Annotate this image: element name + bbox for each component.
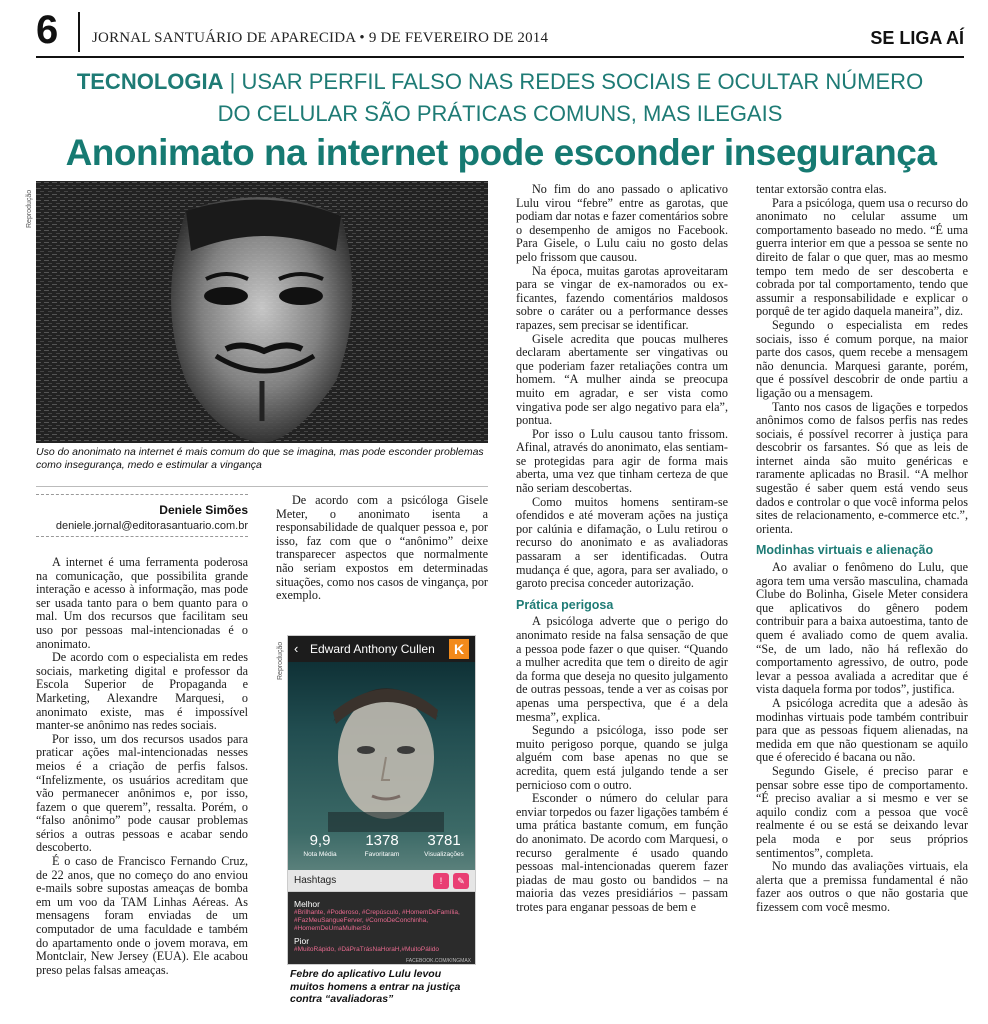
paragraph: Segundo a psicóloga, isso pode ser muito perigoso porque, quando se julga alguém com base apenas no que se acredita, quem está julgando tende a ser pernicioso com o outro. [516,723,728,792]
worst-tags: #MuitoRápido, #DáPraTrásNaHoraH,#MuitoPálido [294,946,439,953]
subhead-pratica-perigosa: Prática perigosa [516,597,614,612]
app-stats [288,832,475,870]
column-4 [756,183,968,914]
best-tags: #Brilhante, #Poderoso, #Crepúsculo, #HomemDeFamília, #FazMeuSangueFerver, #CornoDeConchinha, #HomemDeUmaMulherSó [294,909,460,932]
author-box [36,494,248,532]
app-footer: FACEBOOK.COM/KINGMAX [405,958,471,964]
paragraph: Gisele acredita que poucas mulheres declaram abertamente ser vingativas ou que poderiam fazer retaliações contra um homem. “A mulher ainda se preocupa muito em agradar, e ser vista como vingativa pode ser algo negativo para ela”, pontua. [516,331,728,428]
main-photo-credit: Reprodução [26,189,33,228]
kicker [36,66,964,130]
paragraph: Segundo Gisele, é preciso parar e pensar sobre esse tipo de comportamento. “É preciso avaliar a si mesmo e ver se aquilo condiz com a pessoa que você realmente é ou se está se deixando levar pela moda e por seus próprios sentimentos”, completa. [756,763,968,860]
paragraph: De acordo com a psicóloga Gisele Meter, o anonimato isenta a responsabilidade de qualquer pessoa e, por isso, faz com que o “anônimo” deixe transparecer aspectos que normalmente não seriam expostos em determinadas situações, como nos casos de vingança, por exemplo. [276,493,488,603]
mask-illustration [36,181,488,443]
app-caption: Febre do aplicativo Lulu levou muitos homens a entrar na justiça contra “avaliadoras” [290,968,461,1005]
main-photo-mask [36,181,488,443]
author-email: deniele.jornal@editorasantuario.com.br [55,520,248,532]
profile-photo [288,662,475,832]
headline: Anonimato na internet pode esconder insegurança [65,132,937,173]
paragraph: Para a psicóloga, quem usa o recurso do anonimato no celular assume um comportamento baseado no medo. “É uma guerra interior em que a pessoa se sente no direito de falar o que quer, mas ao mesmo tempo tem medo de ser descoberta e cobrada por tal comportamento, tendo que assumir a responsabilidade e explicar o porquê de ter agido daquela maneira”, diz. [756,195,968,319]
paragraph: A psicóloga acredita que a adesão às modinhas virtuais pode também contribuir para que as pessoas fiquem alienadas, na medida em que não questionam se aquilo que é oferecido é bacana ou não. [756,695,968,765]
paragraph: A internet é uma ferramenta poderosa na comunicação, que possibilita grande interação e acesso à informação, mas pode ser usada tanto para o bem quanto para o mal. Um dos recursos que facilitam seu uso por pessoas mal-intencionadas é o anonimato. [36,555,248,651]
paragraph: Ao avaliar o fenômeno do Lulu, que agora tem uma versão masculina, chamada Clube do Bolinha, Gisele Meter considera que aplicativos do gênero podem contribuir para a baixa autoestima, tanto de quem é avaliado como de quem avalia. “Se, de um lado, não há reflexão do comportamento agressivo, de outro, pode levar a pessoa avaliada a acreditar que é vista daquela forma por todos”, justifica. [756,560,968,697]
stat-favorited: 1378 Favoritaram [364,832,400,858]
best-label: Melhor [294,899,320,909]
hashtags-header [288,870,475,892]
kicker-text-2: DO CELULAR SÃO PRÁTICAS COMUNS, MAS ILEGAIS [217,101,783,126]
paragraph: A psicóloga adverte que o perigo do anonimato reside na falsa sensação de que a pessoa pode fazer o que quiser. “Quando a mulher acredita que tem o direito de agir da forma que deseja no quesito julgamento de outras pessoas, tende a ver as coisas por apenas uma perspectiva, que é a dela mesma”, explica. [516,614,728,724]
paragraph: No fim do ano passado o aplicativo Lulu virou “febre” entre as garotas, que podiam dar notas e fazer comentários sobre o desempenho de amigos no Facebook. Para Gisele, o Lulu caiu no gosto delas pelo frissom que causou. [516,182,728,264]
paragraph: Por isso o Lulu causou tanto frissom. Afinal, através do anonimato, elas sentiam-se protegidas para agir de forma mais aberta, uma vez que tinham certeza de que não seriam descobertas. [516,426,728,496]
comment-icon: ✎ [453,873,469,889]
hashtags-label: Hashtags [294,875,337,886]
section-name: SE LIGA AÍ [870,28,964,48]
worst-label: Pior [294,936,310,946]
paragraph: tentar extorsão contra elas. [756,182,887,196]
publication-line: JORNAL SANTUÁRIO DE APARECIDA • 9 DE FEVEREIRO DE 2014 [92,30,549,46]
column-1 [36,556,248,977]
kicker-text-1: USAR PERFIL FALSO NAS REDES SOCIAIS E OCULTAR NÚMERO [241,69,924,94]
column-3 [516,183,728,914]
stat-views: 3781 Visualizações [424,832,464,858]
header-rule [36,56,964,58]
app-top-bar [288,636,475,662]
paragraph: Como muitos homens sentiram-se ofendidos e até moveram ações na justiça por calúnia e difamação, o Lulu retirou o recurso do anonimato e as avaliadoras passaram a ser identificadas. Outra mudança é que, agora, para ser avaliado, o garoto precisa conceder autorização. [516,494,728,591]
paragraph: Tanto nos casos de ligações e torpedos anônimos como de falsos perfis nas redes sociais, é possível recorrer à justiça para descobrir os farsantes. Só que as leis de internet ainda são muito genéricas e raramente aplicadas no Brasil. “A melhor sugestão é saber quem está vendo seus dados e controlar o que você informa pelos sites de relacionamento, e-commerce etc.”, orienta. [756,399,968,536]
kicker-label: TECNOLOGIA [76,69,224,94]
paragraph: No mundo das avaliações virtuais, ela alerta que a premissa fundamental é não fazer aos outros o que não gostaria que fizessem com você mesmo. [756,859,968,914]
exclamation-icon: ! [433,873,449,889]
paragraph: Na época, muitas garotas aproveitaram para se vingar de ex-namorados ou ex-ficantes, fazendo comentários maldosos sobre o caráter ou a performance desses rapazes, sem precisar se identificar. [516,263,728,332]
kicker-separator: | [229,69,236,94]
paragraph: Esconder o número do celular para enviar torpedos ou fazer ligações também é uma prática bastante comum, em função do anonimato. De acordo com Marquesi, o recurso geralmente é usado quando pessoas mal-intencionadas querem fazer piadas de mau gosto ou bandidos – na maioria das vezes presidiários – passam trotes para enganar pessoas de bem e [516,791,728,914]
paragraph: De acordo com o especialista em redes sociais, marketing digital e professor da Escola Superior de Propaganda e Marketing, Alexandre Marquesi, o anonimato existe, mas é impossível manter-se anônimo nas redes sociais. [36,650,248,733]
author-rule [36,536,248,537]
column-2 [276,494,488,603]
author-name: Deniele Simões [159,503,248,517]
paragraph: Por isso, um dos recursos usados para praticar ações mal-intencionadas nesses meios é a criação de perfis falsos. “Infelizmente, os usuários acreditam que vão permanecer anônimos e, por isso, fazem o que querem”, ressalta. Porém, o “falso anônimo” pode causar problemas sérios a outras pessoas e acabar sendo descoberto. [36,731,248,855]
page-number: 6 [36,8,59,52]
header-divider [78,12,80,52]
app-photo-credit: Reprodução [277,641,284,680]
paragraph: Segundo o especialista em redes sociais, isso é comum porque, na maior parte dos casos, quem recebe a mensagem não denuncia. Marquesi garante, porém, que é possível descobrir de onde partiu a ligação ou a mensagem. [756,317,968,400]
profile-face-illustration [288,662,476,832]
caption-rule [36,486,488,487]
subhead-modinhas-virtuais: Modinhas virtuais e alienação [756,543,934,558]
back-arrow-icon: ‹ [294,641,299,656]
lulu-app-screenshot [287,635,476,965]
hashtags-body [288,892,475,965]
main-photo-caption: Uso do anonimato na internet é mais comum do que se imagina, mas pode esconder problemas como insegurança, medo e estimular a vingança [36,446,484,471]
paragraph: É o caso de Francisco Fernando Cruz, de 22 anos, que no começo do ano enviou e-mails sobre supostas ameaças de bomba em um voo da TAM Linhas Aéreas. As mensagens foram enviadas de um computador de uma faculdade e também do apartamento onde o jovem morava, em Montclair, New Jersey (EUA). Ele acabou preso pelas falsas ameaças. [36,854,248,977]
app-profile-name: Edward Anthony Cullen [310,642,435,656]
stat-average: 9,9 Nota Média [303,832,337,858]
app-logo-icon: K [449,639,469,659]
